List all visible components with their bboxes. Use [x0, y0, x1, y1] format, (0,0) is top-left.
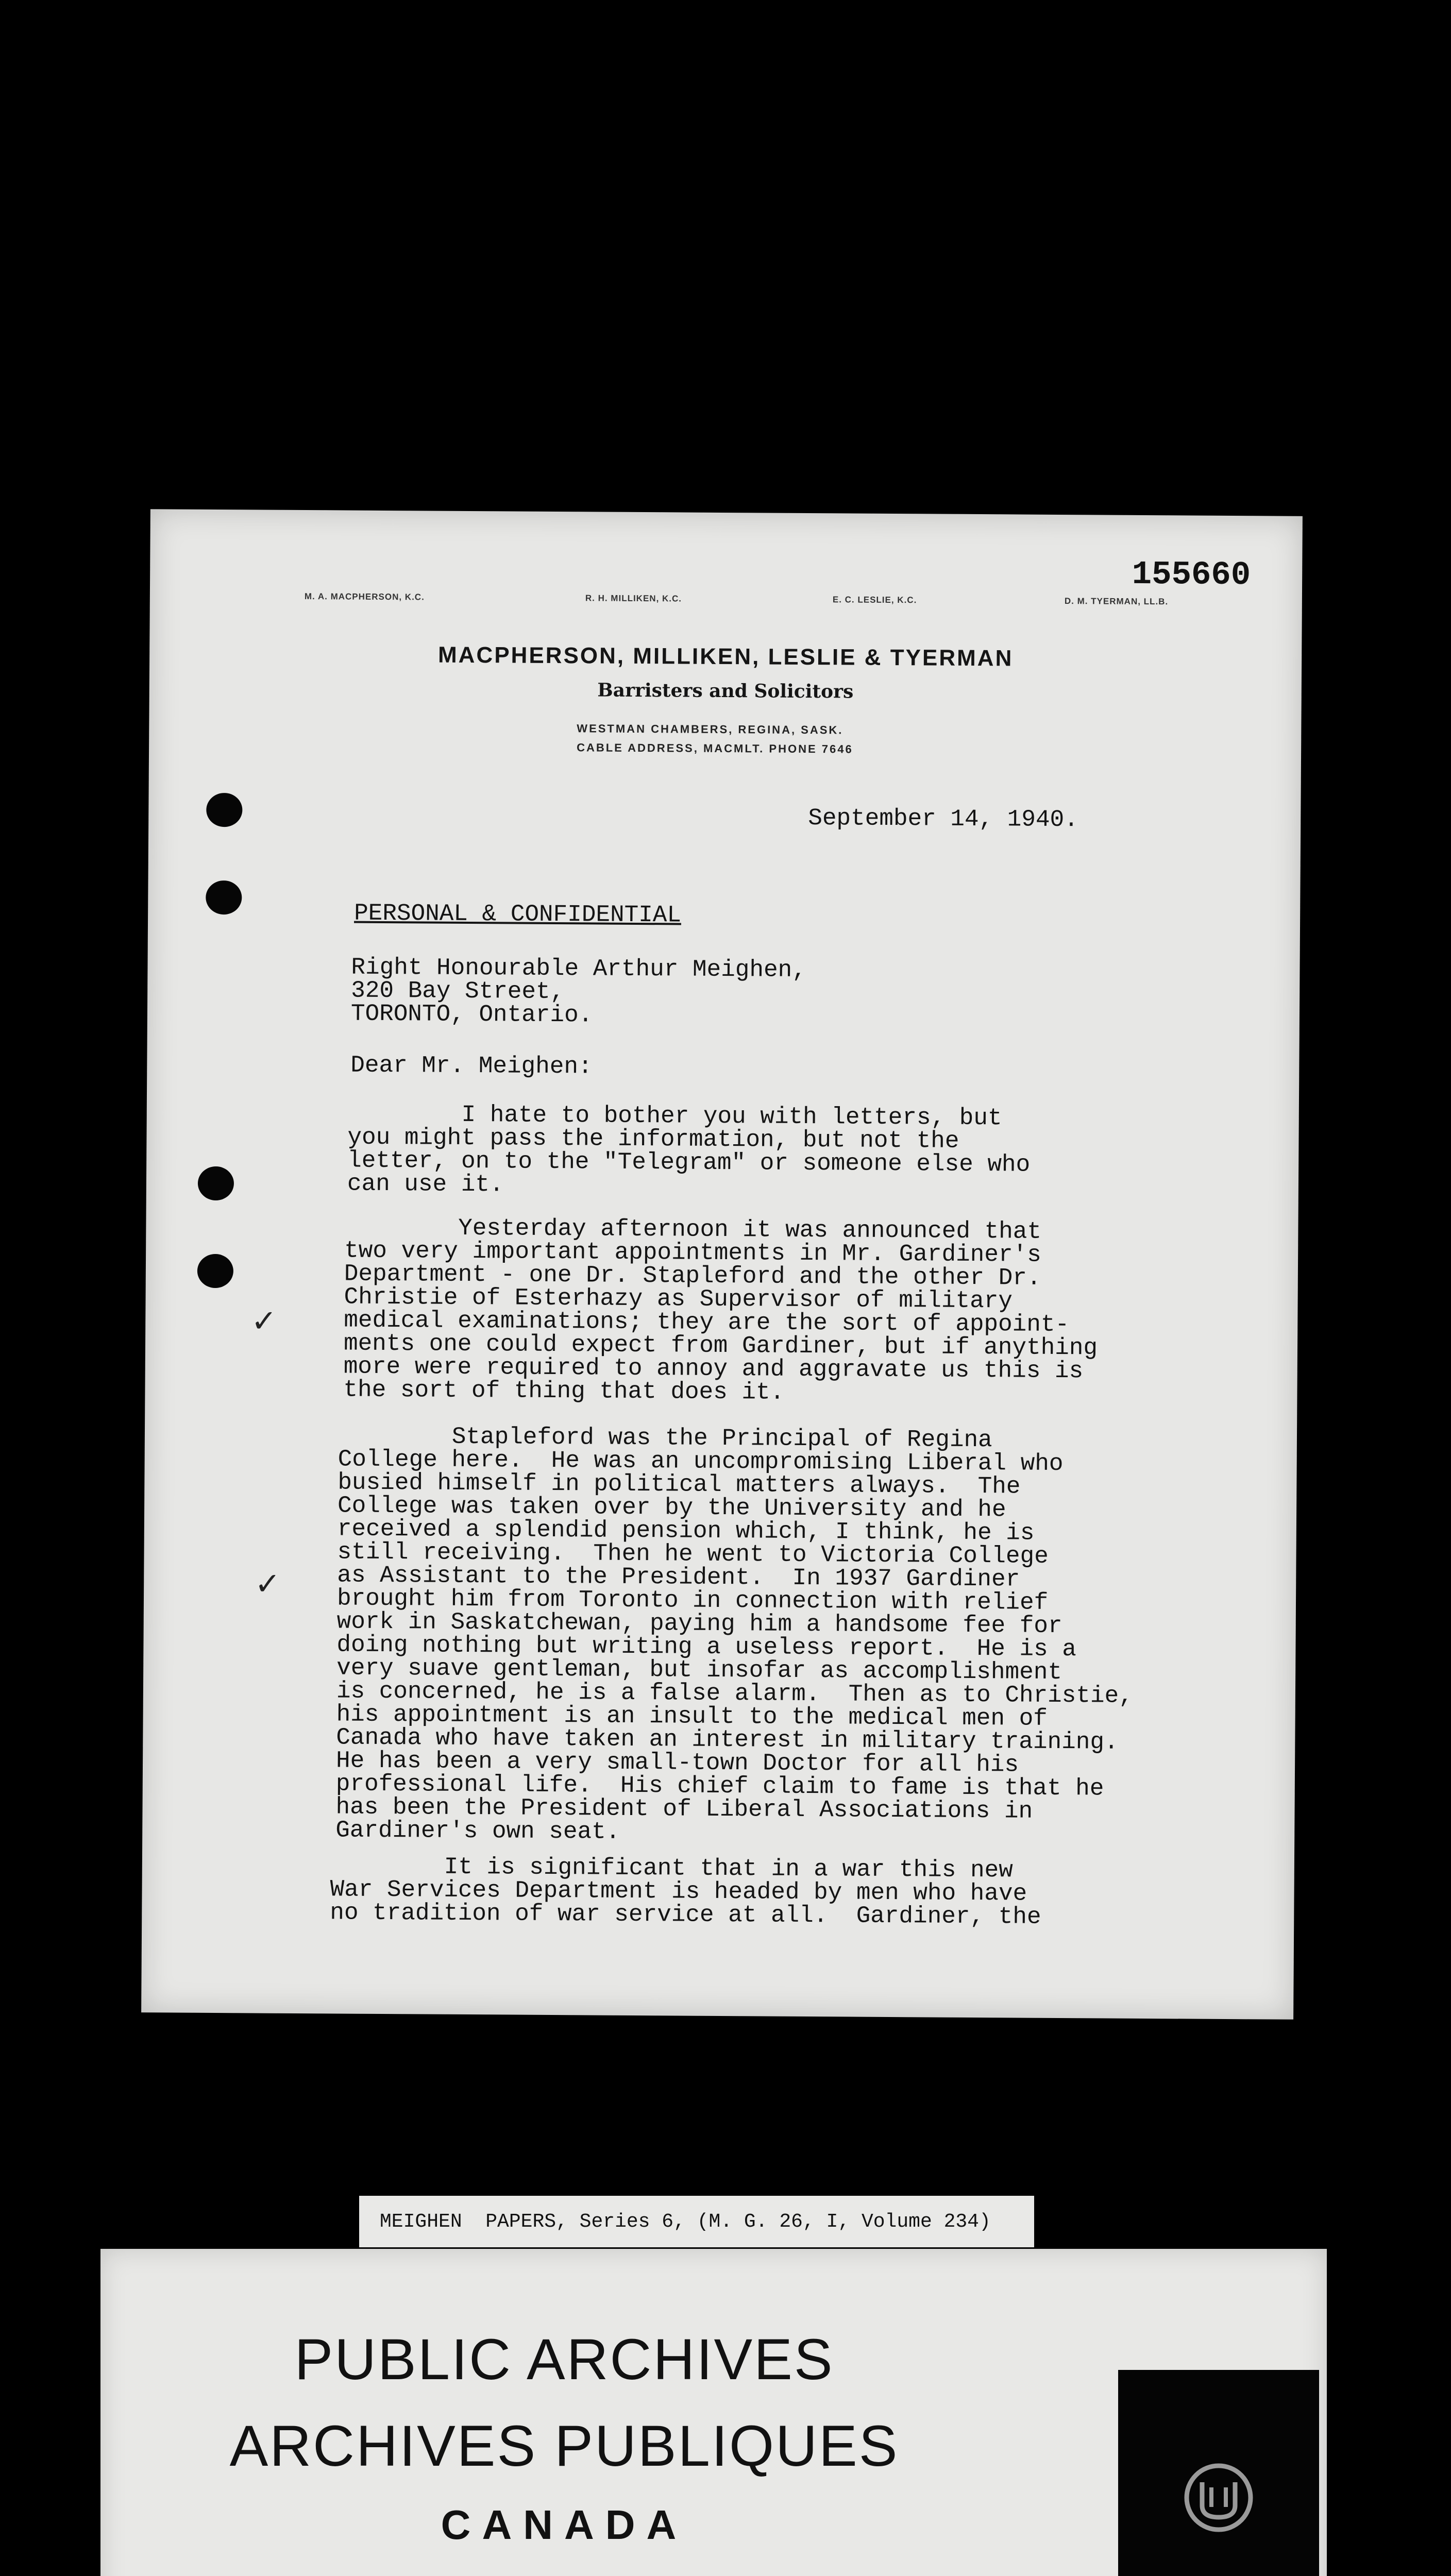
- recipient-address: Right Honourable Arthur Meighen, 320 Bay Street, TORONTO, Ontario.: [350, 954, 806, 1029]
- check-mark-icon: ✓: [254, 1566, 281, 1602]
- series-label: MEIGHEN PAPERS, Series 6, (M. G. 26, I, Volume 234): [359, 2196, 1034, 2247]
- punch-hole: [206, 880, 242, 914]
- body-paragraph: Stapleford was the Principal of Regina College here. He was an uncompromising Liberal who busied himself in political matters always. The College was taken over by the University and he received a splendid pension which, I think, he is still receiving. Then he went to Victoria College as Assistant to the President. In 1937 Gardiner brought him from Toronto in connection with relief work in Saskatchewan, paying him a handsome fee for doing nothing but writing a useless report. He is a very suave gentleman, but insofar as accomplishment is concerned, he is a false alarm. Then as to Christie, his appointment is an insult to the medical men of Canada who have taken an interest in military training. He has been a very small-town Doctor for all his professional life. His chief claim to fame is that he has been the President of Liberal Associations in Gardiner's own seat.: [335, 1422, 1133, 1845]
- firm-address: WESTMAN CHAMBERS, REGINA, SASK.: [577, 722, 843, 737]
- punch-hole: [206, 793, 242, 827]
- archives-logo-icon: [1177, 2456, 1260, 2539]
- partner-name: M. A. MACPHERSON, K.C.: [304, 591, 425, 602]
- archives-card: [100, 2249, 1327, 2576]
- archives-country: CANADA: [441, 2502, 688, 2548]
- letter-date: September 14, 1940.: [808, 805, 1078, 834]
- archives-title-fr: ARCHIVES PUBLIQUES: [229, 2414, 899, 2478]
- letter-heading: PERSONAL & CONFIDENTIAL: [353, 900, 682, 929]
- firm-subtitle: Barristers and Solicitors: [597, 679, 854, 703]
- salutation: Dear Mr. Meighen:: [350, 1052, 593, 1080]
- partner-names: [150, 590, 1302, 613]
- partner-name: E. C. LESLIE, K.C.: [832, 595, 917, 605]
- partner-name: R. H. MILLIKEN, K.C.: [585, 593, 682, 604]
- punch-hole: [198, 1166, 234, 1200]
- check-mark-icon: ✓: [251, 1303, 277, 1340]
- archives-logo-stamp: [1118, 2370, 1319, 2576]
- archives-title-en: PUBLIC ARCHIVES: [294, 2327, 834, 2392]
- body-paragraph: It is significant that in a war this new War Services Department is headed by men who have no tradition of war service at all. Gardiner, the: [330, 1853, 1041, 1930]
- document-number: 155660: [1132, 556, 1251, 595]
- letter-page: [141, 509, 1303, 2020]
- body-paragraph: I hate to bother you with letters, but you might pass the information, but not the letter, on to the "Telegram" or someone else who can use it.: [347, 1100, 1031, 1198]
- punch-hole: [197, 1254, 233, 1288]
- firm-cable-address: CABLE ADDRESS, MACMLT. PHONE 7646: [577, 741, 853, 756]
- body-paragraph: Yesterday afternoon it was announced that two very important appointments in Mr. Gardiner's Department - one Dr. Stapleford and the other Dr. Christie of Esterhazy as Supervisor of military medical examinations; they are the sort of appoint- ments one could expect from Gardiner, but if anything more were required to annoy and aggravate us this is the sort of thing that does it.: [343, 1214, 1098, 1406]
- partner-name: D. M. TYERMAN, LL.B.: [1064, 596, 1169, 607]
- firm-name: MACPHERSON, MILLIKEN, LESLIE & TYERMAN: [437, 642, 1014, 671]
